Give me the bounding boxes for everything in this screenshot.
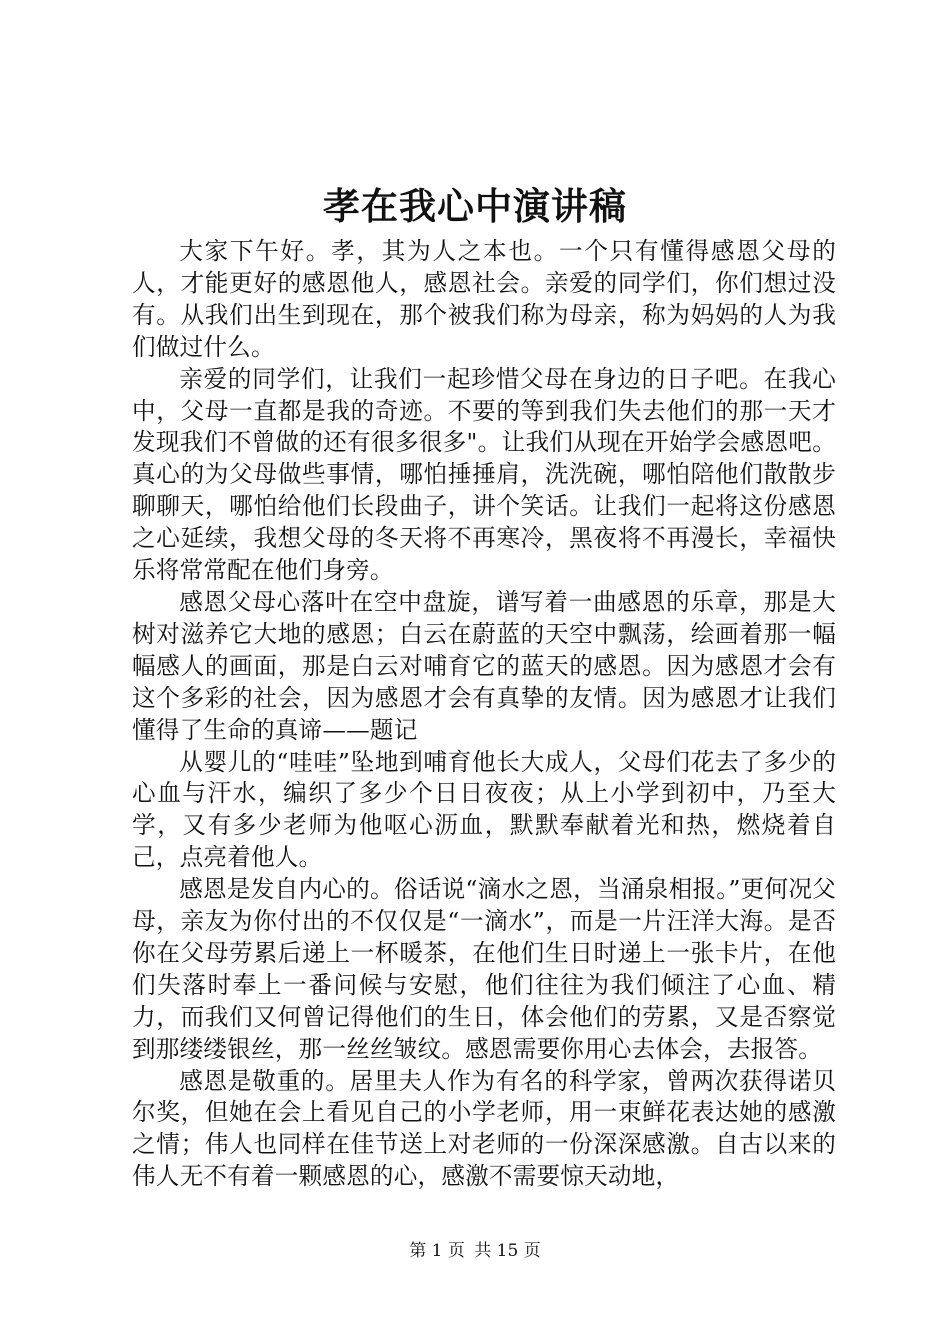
document-title: 孝在我心中演讲稿 bbox=[323, 184, 627, 228]
document-body bbox=[132, 236, 836, 1193]
paragraph-3: 感恩父母心落叶在空中盘旋，谱写着一曲感恩的乐章，那是大树对滋养它大地的感恩；白云在蔚蓝的天空中飘荡，绘画着那一幅幅感人的画面，那是白云对哺育它的蓝天的感恩。因为感恩才会有这个多彩的社会，因为感恩才会有真挚的友情。因为感恩才让我们懂得了生命的真谛——题记 bbox=[132, 587, 836, 744]
paragraph-2: 亲爱的同学们，让我们一起珍惜父母在身边的日子吧。在我心中，父母一直都是我的奇迹。不要的等到我们失去他们的那一天才发现我们不曾做的还有很多很多"。让我们从现在开始学会感恩吧。真心的为父母做些事情，哪怕捶捶肩，洗洗碗，哪怕陪他们散散步聊聊天，哪怕给他们长段曲子，讲个笑话。让我们一起将这份感恩之心延续，我想父母的冬天将不再寒冷，黑夜将不再漫长，幸福快乐将常常配在他们身旁。 bbox=[132, 364, 836, 585]
page-number: 第 1 页 bbox=[409, 1241, 465, 1261]
paragraph-1: 大家下午好。孝，其为人之本也。一个只有懂得感恩父母的人，才能更好的感恩他人，感恩社会。亲爱的同学们，你们想过没有。从我们出生到现在，那个被我们称为母亲，称为妈妈的人为我们做过什么。 bbox=[132, 237, 836, 361]
total-pages: 共 15 页 bbox=[474, 1241, 541, 1261]
paragraph-4: 从婴儿的“哇哇”坠地到哺育他长大成人，父母们花去了多少的心血与汗水，编织了多少个日日夜夜；从上小学到初中，乃至大学，又有多少老师为他呕心沥血，默默奉献着光和热，燃烧着自己，点亮着他人。 bbox=[132, 747, 836, 872]
paragraph-6: 感恩是敬重的。居里夫人作为有名的科学家，曾两次获得诺贝尔奖，但她在会上看见自己的小学老师，用一束鲜花表达她的感激之情；伟人也同样在佳节送上对老师的一份深深感激。自古以来的伟人无不有着一颗感恩的心，感激不需要惊天动地， bbox=[132, 1066, 836, 1191]
page-footer bbox=[0, 1240, 950, 1262]
paragraph-5: 感恩是发自内心的。俗话说“滴水之恩，当涌泉相报。”更何况父母，亲友为你付出的不仅仅是“一滴水”，而是一片汪洋大海。是否你在父母劳累后递上一杯暖茶，在他们生日时递上一张卡片，在他们失落时奉上一番问候与安慰，他们往往为我们倾注了心血、精力，而我们又何曾记得他们的生日，体会他们的劳累，又是否察觉到那缕缕银丝，那一丝丝皱纹。感恩需要你用心去体会，去报答。 bbox=[132, 875, 836, 1063]
